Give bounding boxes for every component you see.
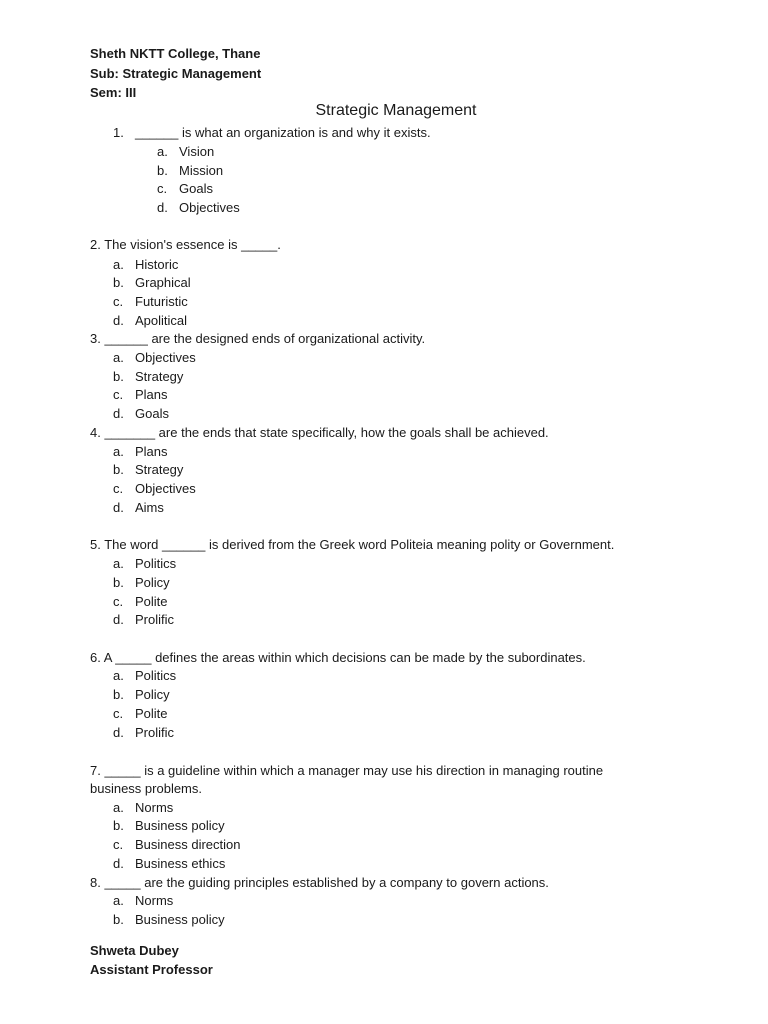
option (113, 293, 188, 311)
option-text: Norms (135, 893, 174, 908)
option-text: Goals (179, 181, 213, 196)
option-text: Goals (135, 406, 169, 421)
option-text: Business policy (135, 912, 225, 927)
option (113, 836, 241, 854)
option-letter: a. (113, 893, 124, 908)
option-text: Politics (135, 668, 177, 683)
option (113, 611, 174, 629)
option-text: Graphical (135, 275, 191, 290)
option-letter: c. (113, 706, 124, 721)
option-text: Aims (135, 500, 164, 515)
option-letter: a. (157, 144, 168, 159)
option (113, 555, 176, 573)
option-text: Business policy (135, 818, 225, 833)
author-designation: Assistant Professor (90, 962, 213, 977)
option-letter: b. (113, 462, 124, 477)
option-text: Policy (135, 687, 170, 702)
option-letter: d. (113, 612, 124, 627)
option-letter: d. (113, 856, 124, 871)
option (157, 143, 214, 161)
option-text: Apolitical (135, 313, 188, 328)
option (157, 199, 240, 217)
option-letter: a. (113, 556, 124, 571)
option (113, 256, 178, 274)
option (113, 855, 225, 873)
option (113, 499, 164, 517)
question-8: 8. _____ are the guiding principles established by a company to govern actions. (90, 875, 549, 890)
question-2: 2. The vision's essence is _____. (90, 237, 281, 252)
option-letter: b. (113, 818, 124, 833)
option (113, 368, 183, 386)
option-text: Mission (179, 163, 224, 178)
semester-line: Sem: III (90, 85, 137, 100)
option-letter: a. (113, 444, 124, 459)
option (113, 405, 169, 423)
option-letter: b. (113, 369, 124, 384)
question-3: 3. ______ are the designed ends of organizational activity. (90, 331, 426, 346)
option-text: Plans (135, 387, 168, 402)
option-text: Objectives (179, 200, 240, 215)
option-text: Polite (135, 594, 168, 609)
subject-line: Sub: Strategic Management (90, 66, 262, 81)
option (113, 911, 225, 929)
option (113, 443, 168, 461)
option-text: Norms (135, 800, 174, 815)
option-letter: a. (113, 668, 124, 683)
option (113, 817, 225, 835)
option-text: Strategy (135, 369, 184, 384)
option (113, 892, 173, 910)
option (113, 724, 174, 742)
option-letter: d. (113, 725, 124, 740)
option-text: Business ethics (135, 856, 226, 871)
option (113, 461, 183, 479)
option-letter: c. (113, 594, 124, 609)
option (113, 349, 196, 367)
option (113, 686, 170, 704)
option-letter: c. (157, 181, 168, 196)
option-text: Strategy (135, 462, 184, 477)
question-7-continued: business problems. (90, 781, 202, 796)
option-text: Polite (135, 706, 168, 721)
option-text: Prolific (135, 612, 175, 627)
option-letter: b. (113, 912, 124, 927)
option-text: Objectives (135, 481, 196, 496)
option (157, 162, 223, 180)
option-letter: a. (113, 257, 124, 272)
option (113, 574, 170, 592)
option-text: Politics (135, 556, 177, 571)
option-letter: c. (113, 387, 124, 402)
option-text: Historic (135, 257, 179, 272)
option-letter: d. (113, 406, 124, 421)
option-text: Futuristic (135, 294, 188, 309)
question-number: 1. (113, 125, 124, 140)
option-letter: d. (113, 500, 124, 515)
option-text: Business direction (135, 837, 241, 852)
option-letter: d. (157, 200, 168, 215)
option (157, 180, 213, 198)
option-text: Plans (135, 444, 168, 459)
option (113, 312, 187, 330)
option (113, 799, 173, 817)
option-letter: a. (113, 350, 124, 365)
college-name: Sheth NKTT College, Thane (90, 46, 261, 61)
question-7: 7. _____ is a guideline within which a manager may use his direction in managing routine (90, 763, 604, 778)
option (113, 705, 168, 723)
option-letter: c. (113, 294, 124, 309)
question-text: ______ is what an organization is and why it exists. (135, 125, 431, 140)
option (113, 593, 168, 611)
option-text: Vision (179, 144, 215, 159)
option-letter: a. (113, 800, 124, 815)
option (113, 274, 191, 292)
author-name: Shweta Dubey (90, 943, 179, 958)
option-letter: d. (113, 313, 124, 328)
option (113, 480, 196, 498)
option-text: Policy (135, 575, 170, 590)
question-5: 5. The word ______ is derived from the Greek word Politeia meaning polity or Government. (90, 537, 615, 552)
option-letter: c. (113, 837, 124, 852)
page-title: Strategic Management (315, 102, 477, 119)
option-letter: c. (113, 481, 124, 496)
option-letter: b. (113, 275, 124, 290)
question-6: 6. A _____ defines the areas within which decisions can be made by the subordinates. (90, 650, 586, 665)
option (113, 667, 176, 685)
option-text: Prolific (135, 725, 175, 740)
question-4: 4. _______ are the ends that state specifically, how the goals shall be achieved. (90, 425, 549, 440)
question-1 (113, 124, 513, 142)
option-text: Objectives (135, 350, 196, 365)
option (113, 386, 168, 404)
option-letter: b. (157, 163, 168, 178)
option-letter: b. (113, 687, 124, 702)
option-letter: b. (113, 575, 124, 590)
